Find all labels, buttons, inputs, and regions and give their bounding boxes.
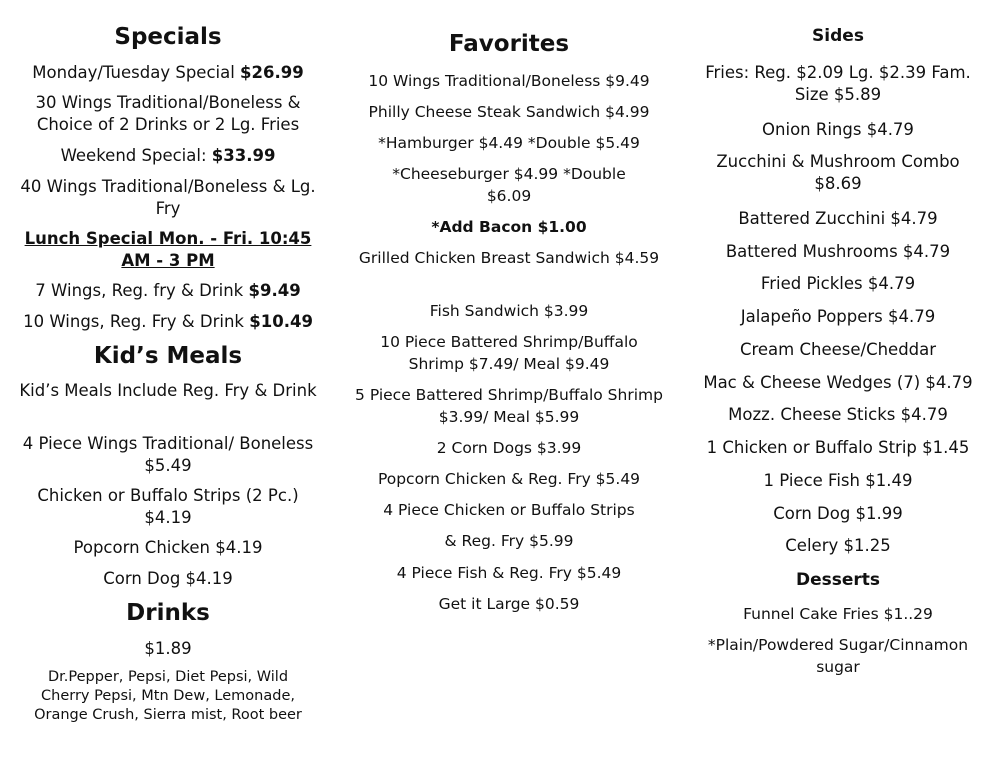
favorites-heading: Favorites <box>448 31 570 57</box>
mon-tue-label: Monday/Tuesday Special <box>32 63 241 82</box>
list-item: Mozz. Cheese Sticks $4.79 <box>728 405 948 424</box>
kids-meals-heading: Kid’s Meals <box>93 343 243 369</box>
drinks-list: Dr.Pepper, Pepsi, Diet Pepsi, Wild Cherry Pepsi, Mtn Dew, Lemonade, Orange Crush, Sierra mist, Root beer <box>34 669 302 723</box>
list-item: 4 Piece Chicken or Buffalo Strips <box>383 501 635 519</box>
list-item: *Hamburger $4.49 *Double $5.49 <box>378 134 640 152</box>
weekend-price: $33.99 <box>211 146 276 165</box>
lunch-7-price: $9.49 <box>248 281 301 300</box>
list-item: *Cheeseburger $4.99 *Double $6.09 <box>392 165 626 205</box>
list-item: Corn Dog $4.19 <box>103 569 233 588</box>
weekend-label: Weekend Special: <box>60 146 212 165</box>
drinks-heading: Drinks <box>126 600 210 626</box>
list-item: 1 Chicken or Buffalo Strip $1.45 <box>706 438 970 457</box>
list-item: Mac & Cheese Wedges (7) $4.79 <box>703 373 973 392</box>
lunch-7-wings <box>12 280 324 302</box>
list-item: Philly Cheese Steak Sandwich $4.99 <box>368 103 650 121</box>
list-item: 10 Piece Battered Shrimp/Buffalo Shrimp $7.49/ Meal $9.49 <box>380 333 638 373</box>
mon-tue-price: $26.99 <box>240 63 304 82</box>
lunch-special-heading: Lunch Special Mon. - Fri. 10:45 AM - 3 PM <box>24 229 312 270</box>
list-item: Cream Cheese/Cheddar <box>739 340 937 359</box>
list-item: Battered Mushrooms $4.79 <box>725 242 951 261</box>
lunch-7-label: 7 Wings, Reg. fry & Drink <box>35 281 249 300</box>
list-item: Popcorn Chicken $4.19 <box>73 538 263 557</box>
list-item: *Add Bacon $1.00 <box>431 218 587 236</box>
list-item: Fries: Reg. $2.09 Lg. $2.39 Fam. Size $5.89 <box>705 63 971 104</box>
list-item: Grilled Chicken Breast Sandwich $4.59 <box>358 249 660 267</box>
list-item: Onion Rings $4.79 <box>762 120 914 139</box>
list-item: 10 Wings Traditional/Boneless $9.49 <box>368 72 650 90</box>
list-item: *Plain/Powdered Sugar/Cinnamon sugar <box>707 636 969 676</box>
weekend-special <box>12 145 324 167</box>
specials-heading: Specials <box>114 24 222 50</box>
list-item: Jalapeño Poppers $4.79 <box>740 307 936 326</box>
list-item: Get it Large $0.59 <box>438 595 580 613</box>
list-item: 1 Piece Fish $1.49 <box>763 471 913 490</box>
weekend-description: 40 Wings Traditional/Boneless & Lg. Fry <box>20 177 316 218</box>
list-item: 4 Piece Fish & Reg. Fry $5.49 <box>396 564 622 582</box>
list-item: Fish Sandwich $3.99 <box>429 302 589 320</box>
mon-tue-description: 30 Wings Traditional/Boneless & Choice of 2 Drinks or 2 Lg. Fries <box>35 93 301 134</box>
list-item: Kid’s Meals Include Reg. Fry & Drink <box>19 381 317 400</box>
list-item: & Reg. Fry $5.99 <box>444 532 574 550</box>
list-item: Celery $1.25 <box>785 536 891 555</box>
list-item: 5 Piece Battered Shrimp/Buffalo Shrimp $3.99/ Meal $5.99 <box>355 386 663 426</box>
sides-heading: Sides <box>812 26 864 46</box>
list-item: Corn Dog $1.99 <box>773 504 903 523</box>
list-item: Funnel Cake Fries $1..29 <box>743 605 933 623</box>
list-item: Chicken or Buffalo Strips (2 Pc.) $4.19 <box>37 486 299 527</box>
list-item: 4 Piece Wings Traditional/ Boneless $5.49 <box>22 434 314 475</box>
list-item: Battered Zucchini $4.79 <box>738 209 938 228</box>
list-item: Popcorn Chicken & Reg. Fry $5.49 <box>377 470 641 488</box>
lunch-10-price: $10.49 <box>249 312 313 331</box>
lunch-10-wings <box>12 311 324 333</box>
list-item: Zucchini & Mushroom Combo $8.69 <box>716 152 960 193</box>
list-item: Fried Pickles $4.79 <box>760 274 916 293</box>
drinks-price: $1.89 <box>144 639 192 658</box>
mon-tue-special <box>12 62 324 84</box>
list-item: 2 Corn Dogs $3.99 <box>436 439 582 457</box>
desserts-heading: Desserts <box>795 570 881 590</box>
lunch-10-label: 10 Wings, Reg. Fry & Drink <box>23 312 250 331</box>
